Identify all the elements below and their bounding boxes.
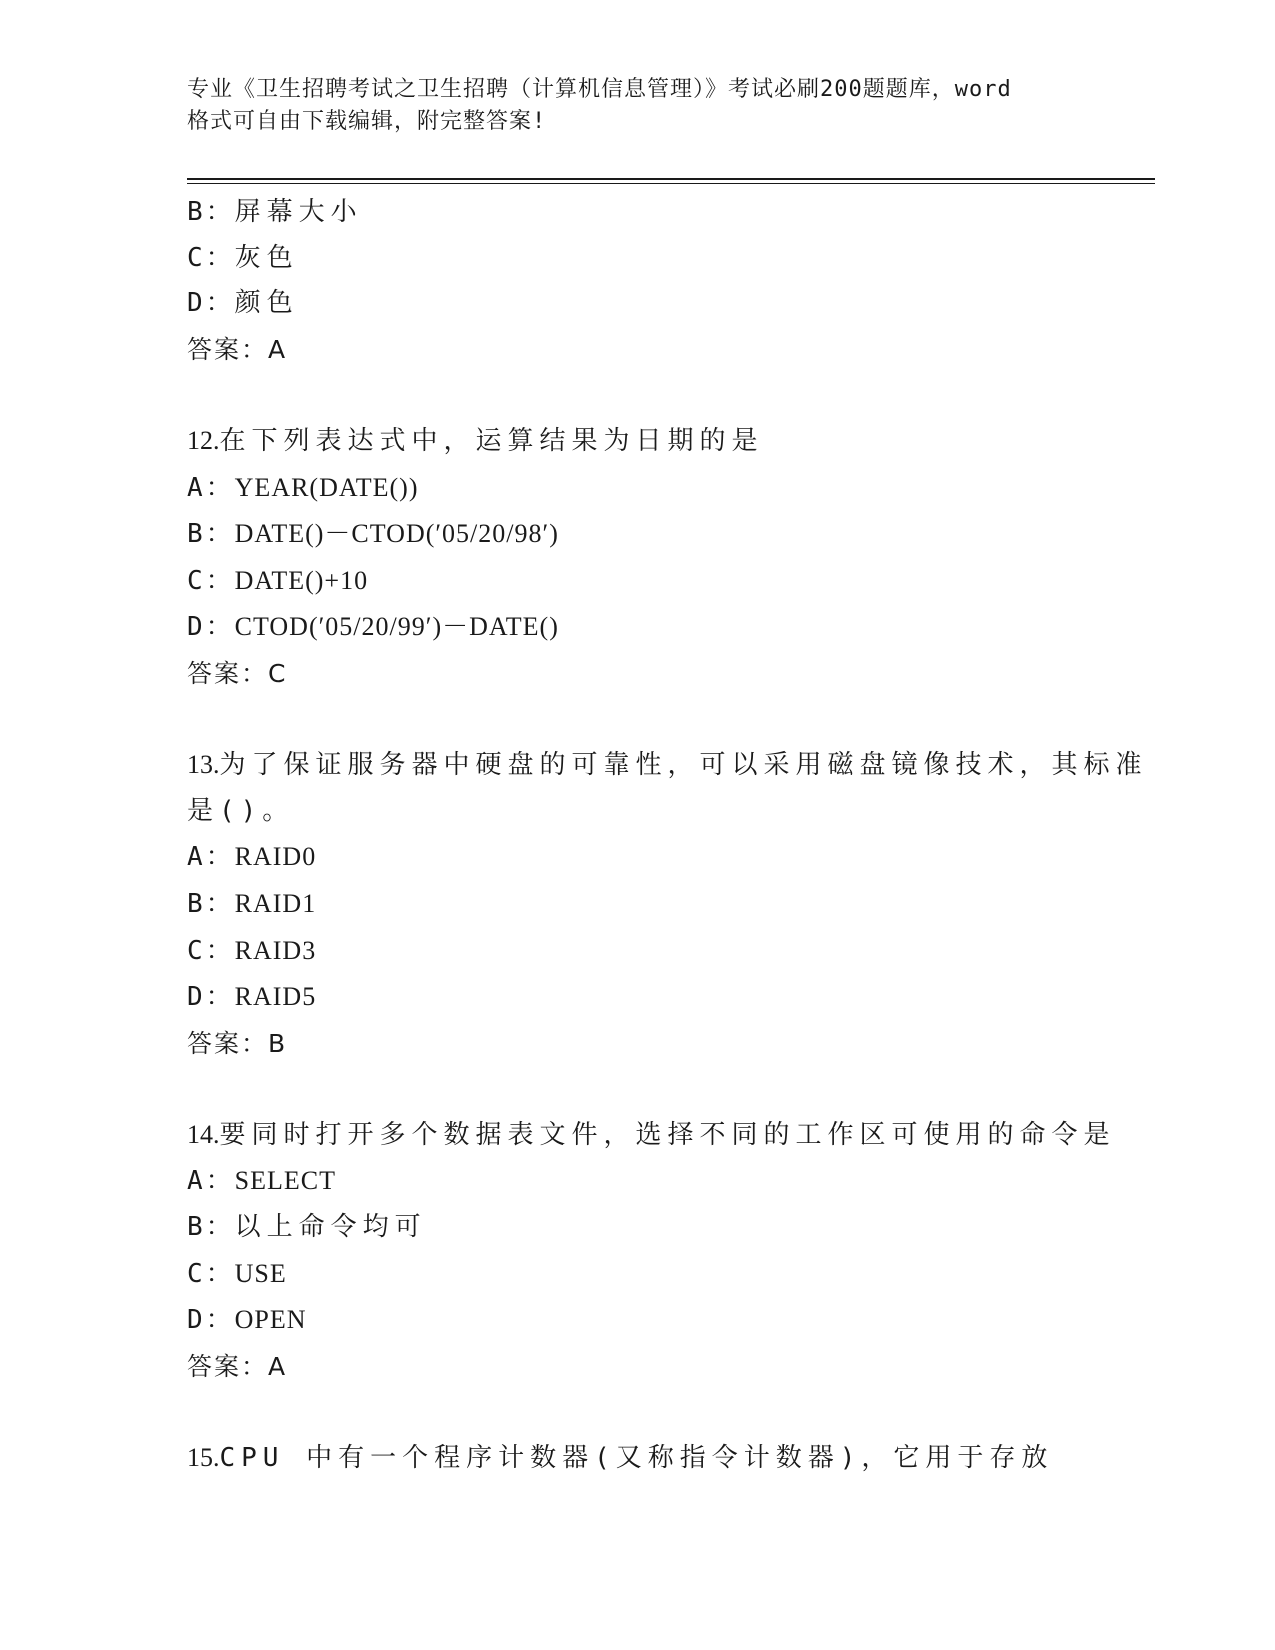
question-14: [187, 1112, 1116, 1390]
question-number: 12.: [187, 425, 220, 455]
question-text: 12.在下列表达式中，运算结果为日期的是: [187, 425, 764, 456]
option-d: D：RAID5: [187, 982, 317, 1013]
question-number: 13.: [187, 750, 220, 780]
question-text: 14.要同时打开多个数据表文件，选择不同的工作区可使用的命令是: [187, 1119, 1116, 1150]
header-rule-thick: [187, 178, 1155, 180]
option-c: C：灰色: [187, 242, 299, 273]
answer: 答案：A: [187, 1351, 288, 1381]
question-12: [187, 418, 1087, 697]
answer: 答案：B: [187, 1028, 288, 1058]
question-11-tail: [187, 190, 1087, 372]
answer: 答案：C: [187, 658, 288, 688]
option-b: B：DATE()－CTOD(′05/20/98′): [187, 519, 559, 550]
header-line-1: 专业《卫生招聘考试之卫生招聘（计算机信息管理）》考试必刷200题题库，word: [187, 77, 1012, 102]
option-c: C：RAID3: [187, 935, 317, 966]
header-rule-thin: [187, 183, 1155, 184]
option-a: A：SELECT: [187, 1166, 336, 1197]
option-a: A：RAID0: [187, 842, 317, 873]
question-text-continued: 是()。: [187, 795, 295, 826]
option-d: D：CTOD(′05/20/99′)－DATE(): [187, 612, 559, 643]
question-number: 14.: [187, 1119, 220, 1149]
question-number: 15.: [187, 1443, 220, 1473]
option-d: D：OPEN: [187, 1305, 307, 1336]
option-d: D：颜色: [187, 288, 299, 319]
question-list: [187, 190, 1148, 1482]
answer: 答案：A: [187, 334, 288, 364]
question-text: 15.CPU 中有一个程序计数器(又称指令计数器)，它用于存放: [187, 1443, 1054, 1474]
option-c: C：USE: [187, 1258, 287, 1289]
question-15: [187, 1435, 1087, 1482]
option-b: B：RAID1: [187, 888, 317, 919]
option-c: C：DATE()+10: [187, 565, 369, 596]
option-a: A：YEAR(DATE()): [187, 472, 419, 503]
document-header: [187, 74, 1087, 138]
option-b: B：屏幕大小: [187, 197, 363, 227]
question-13: [187, 742, 1148, 1066]
question-text: 13.为了保证服务器中硬盘的可靠性，可以采用磁盘镜像技术，其标准: [187, 750, 1148, 781]
header-line-2: 格式可自由下载编辑，附完整答案!: [187, 109, 547, 134]
option-b: B：以上命令均可: [187, 1212, 427, 1243]
